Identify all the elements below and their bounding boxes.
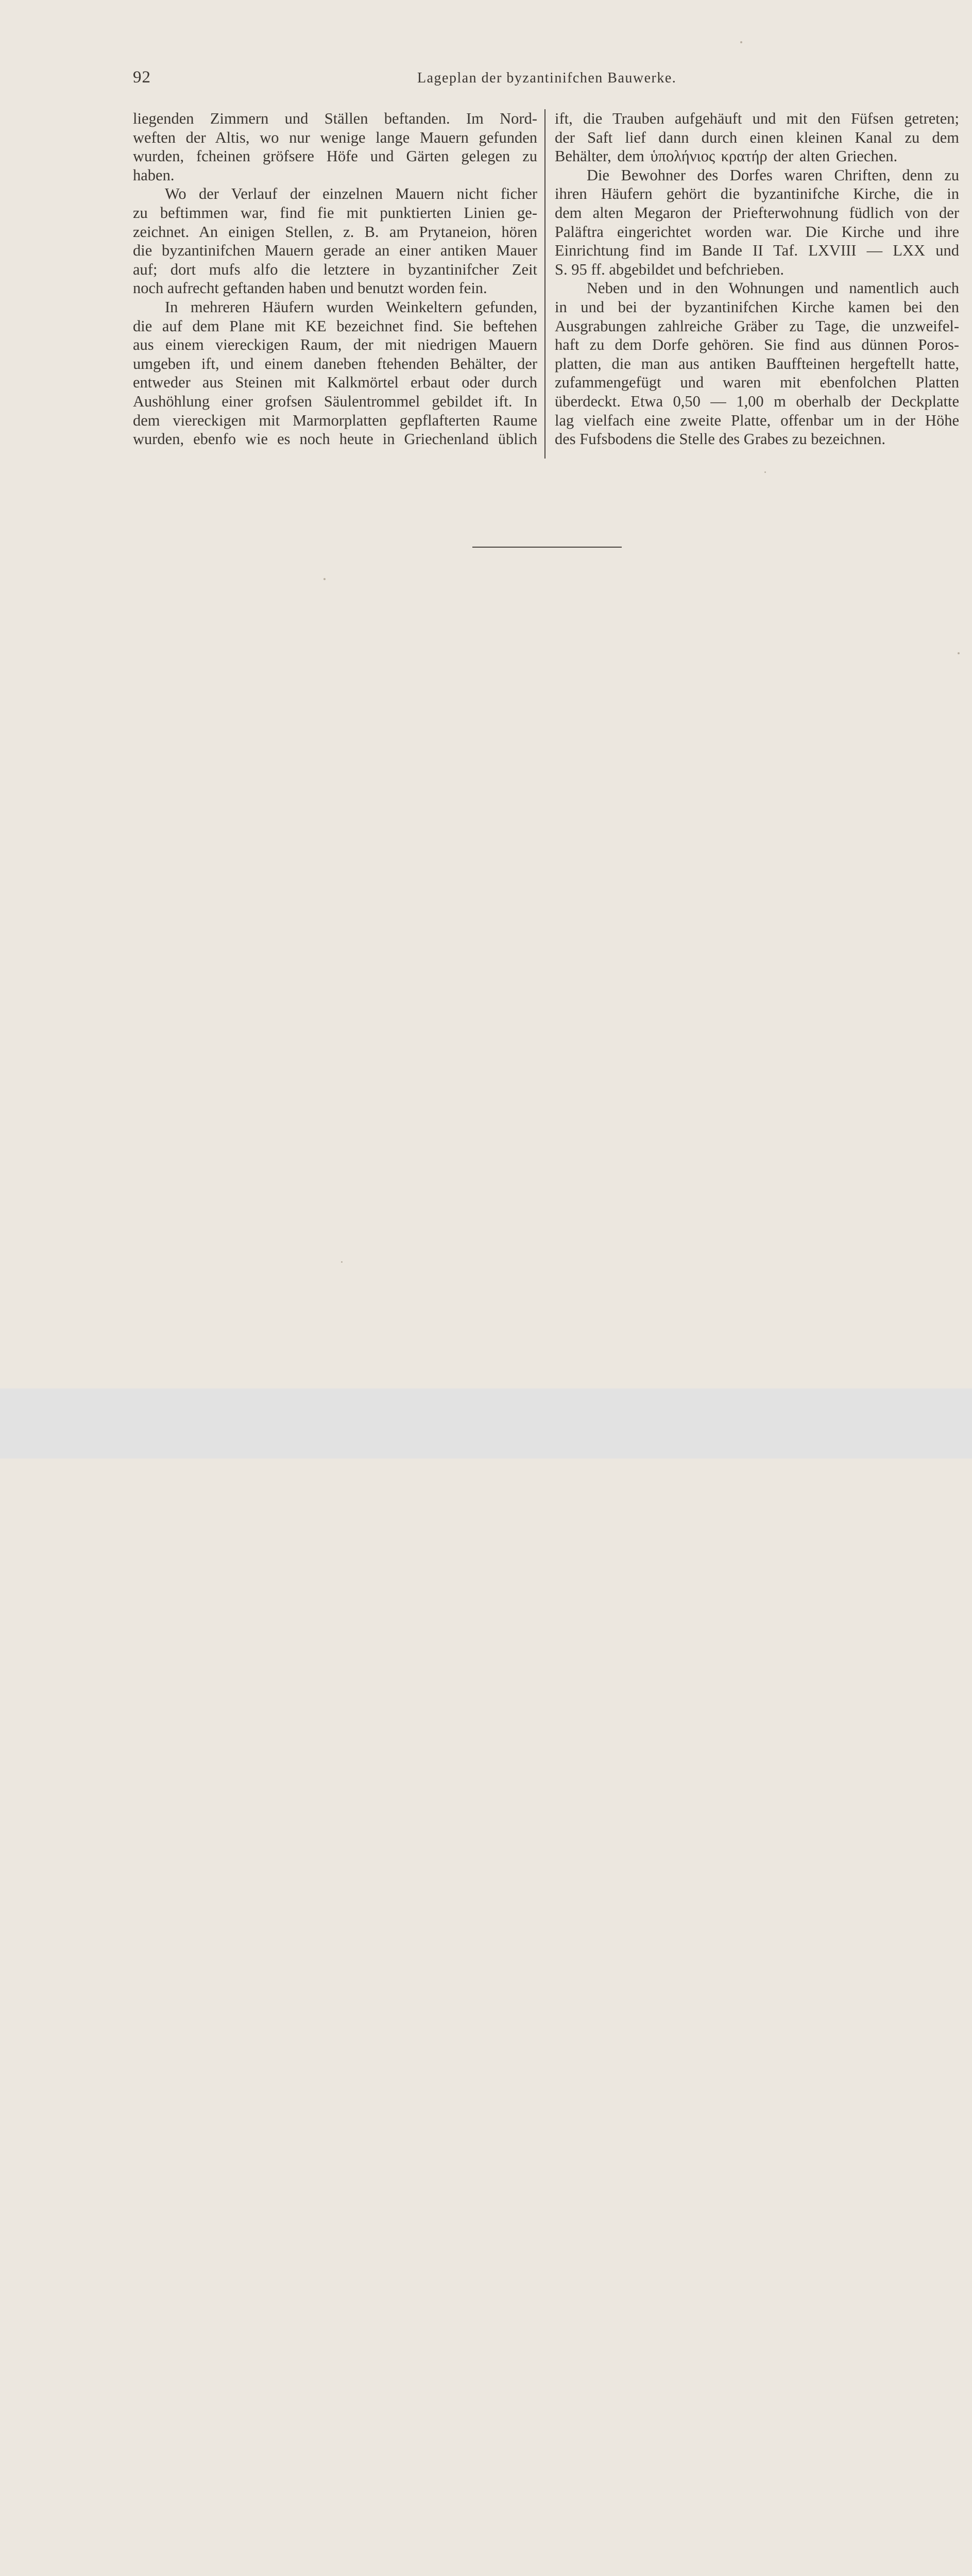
text-line: Ausgrabungen zahlreiche Gräber zu Tage, die unzweifel- (555, 317, 959, 335)
right-column (555, 109, 959, 449)
text-line: dem viereckigen mit Marmorplatten gepflafterten Raume (133, 411, 537, 429)
left-column (133, 109, 537, 449)
text-line: zeichnet. An einigen Stellen, z. B. am Prytaneion, hören (133, 223, 537, 241)
text-line: aus einem viereckigen Raum, der mit niedrigen Mauern (133, 336, 537, 354)
paper-speck (323, 578, 326, 580)
paper-speck (764, 471, 766, 473)
text-line: auf; dort mufs alfo die letztere in byzantinifcher Zeit (133, 260, 537, 278)
paper-speck (740, 41, 742, 43)
text-line: S. 95 ff. abgebildet und befchrieben. (555, 260, 784, 278)
text-line: dem alten Megaron der Priefterwohnung füdlich von der (555, 204, 959, 222)
text-line: überdeckt. Etwa 0,50 — 1,00 m oberhalb der Deckplatte (555, 392, 959, 410)
text-line: Paläftra eingerichtet worden war. Die Kirche und ihre (555, 223, 959, 241)
column-divider (544, 109, 545, 459)
text-line: Aushöhlung einer grofsen Säulentrommel gebildet ift. In (133, 392, 537, 410)
text-line: wurden, ebenfo wie es noch heute in Griechenland üblich (133, 430, 537, 448)
text-line: ift, die Trauben aufgehäuft und mit den Füfsen getreten; (555, 110, 959, 127)
page-number: 92 (133, 68, 151, 87)
text-line: Neben und in den Wohnungen und namentlich auch (587, 279, 959, 297)
text-line: In mehreren Häufern wurden Weinkeltern gefunden, (165, 298, 537, 316)
paper-speck (341, 1261, 343, 1263)
text-line: Behälter, dem ὑπολήνιος κρατήρ der alten Griechen. (555, 147, 898, 165)
text-line: zufammengefügt und waren mit ebenfolchen Platten (555, 374, 959, 392)
text-line: haben. (133, 166, 175, 184)
text-line: weften der Altis, wo nur wenige lange Mauern gefunden (133, 128, 537, 146)
text-line: haft zu dem Dorfe gehören. Sie find aus dünnen Poros- (555, 336, 959, 354)
text-line: noch aufrecht geftanden haben und benutzt worden fein. (133, 279, 487, 297)
text-line: platten, die man aus antiken Bauffteinen hergeftellt hatte, (555, 354, 959, 372)
text-line: umgeben ift, und einem daneben ftehenden Behälter, der (133, 354, 537, 372)
text-line: ihren Häufern gehört die byzantinifche Kirche, die in (555, 185, 959, 203)
text-line: Die Bewohner des Dorfes waren Chriften, denn zu (587, 166, 959, 184)
paper-speck (958, 652, 960, 654)
text-line: lag vielfach eine zweite Platte, offenbar um in der Höhe (555, 411, 959, 429)
text-line: die byzantinifchen Mauern gerade an einer antiken Mauer (133, 242, 537, 260)
digitization-footer (0, 1388, 972, 1459)
text-line: die auf dem Plane mit KE bezeichnet find. Sie beftehen (133, 317, 537, 335)
text-line: wurden, fcheinen gröfsere Höfe und Gärten gelegen zu (133, 147, 537, 165)
text-line: der Saft lief dann durch einen kleinen Kanal zu dem (555, 128, 959, 146)
section-end-rule (472, 547, 622, 548)
text-line: in und bei der byzantinifchen Kirche kamen bei den (555, 298, 959, 316)
text-line: zu beftimmen war, find fie mit punktierten Linien ge- (133, 204, 537, 222)
text-line: Wo der Verlauf der einzelnen Mauern nicht ficher (165, 185, 537, 203)
text-line: des Fufsbodens die Stelle des Grabes zu bezeichnen. (555, 430, 886, 448)
running-title: Lageplan der byzantinifchen Bauwerke. (417, 70, 677, 86)
text-line: entweder aus Steinen mit Kalkmörtel erbaut oder durch (133, 374, 537, 392)
text-line: liegenden Zimmern und Ställen beftanden. Im Nord- (133, 110, 537, 127)
text-line: Einrichtung find im Bande II Taf. LXVIII — LXX und (555, 242, 959, 260)
